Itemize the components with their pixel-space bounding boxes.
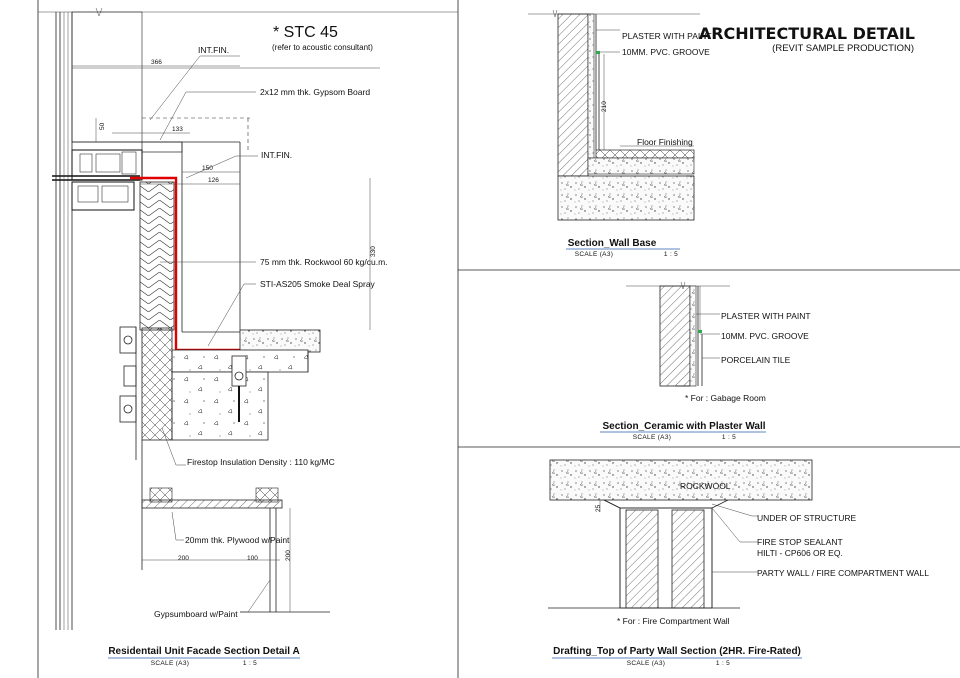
- ceramic-groove-label: 10MM. PVC. GROOVE: [721, 331, 809, 341]
- dim-126: 126: [208, 177, 219, 184]
- dim-330: 330: [370, 246, 377, 257]
- plywood-label: 20mm thk. Plywood w/Paint: [185, 535, 290, 545]
- wall-base-groove-label: 10MM. PVC. GROOVE: [622, 47, 710, 57]
- stc-note: (refer to acoustic consultant): [272, 43, 373, 52]
- wall-base-drawing: [528, 10, 700, 220]
- ceramic-title: Section_Ceramic with Plaster Wall: [602, 421, 766, 432]
- sheet-header: [699, 24, 915, 54]
- sheet-subtitle: (REVIT SAMPLE PRODUCTION): [772, 43, 914, 54]
- wall-base-title: Section_Wall Base: [567, 238, 657, 249]
- party-wall-labels: [552, 481, 929, 667]
- smoke-seal-label: STI-AS205 Smoke Deal Spray: [260, 279, 375, 289]
- dim-150: 150: [202, 165, 213, 172]
- gypsum-board-label: 2x12 mm thk. Gypsom Board: [260, 87, 371, 97]
- dim-25: 25: [595, 504, 602, 512]
- detail-a-title: Residentail Unit Facade Section Detail A: [108, 646, 300, 657]
- dim-366: 366: [151, 59, 162, 66]
- party-wall-title: Drafting_Top of Party Wall Section (2HR. Fire-Rated): [553, 646, 801, 657]
- ceramic-labels: [600, 311, 811, 441]
- ceramic-drawing: [626, 282, 730, 386]
- int-fin-mid-label: INT.FIN.: [261, 150, 293, 160]
- detail-a-scale-label: SCALE (A3): [150, 660, 190, 667]
- dim-200-vertical: 200: [285, 550, 292, 561]
- party-wall-label: PARTY WALL / FIRE COMPARTMENT WALL: [757, 568, 929, 578]
- rockwool-label: 75 mm thk. Rockwool 60 kg/cu.m.: [260, 257, 388, 267]
- ceramic-tile-label: PORCELAIN TILE: [721, 355, 791, 365]
- sealant-label-2: HILTI - CP606 OR EQ.: [757, 548, 843, 558]
- wall-base-scale-label: SCALE (A3): [574, 251, 614, 258]
- detail-a-scale-value: 1 : 5: [242, 660, 258, 667]
- party-wall-scale-value: 1 : 5: [715, 660, 731, 667]
- gypsumboard-paint-label: Gypsumboard w/Paint: [154, 609, 238, 619]
- ceramic-scale-value: 1 : 5: [721, 434, 737, 441]
- dim-50: 50: [99, 122, 106, 130]
- ceramic-plaster-label: PLASTER WITH PAINT: [721, 311, 811, 321]
- wall-base-plaster-label: PLASTER WITH PAINT: [622, 31, 712, 41]
- stc-rating: * STC 45: [273, 24, 338, 41]
- party-wall-rockwool-label: ROCKWOOL: [680, 481, 731, 491]
- wall-base-floor-label: Floor Finishing: [637, 137, 693, 147]
- party-wall-note: * For : Fire Compartment Wall: [617, 616, 730, 626]
- dim-100: 100: [247, 555, 258, 562]
- ceramic-note: * For : Gabage Room: [685, 393, 766, 403]
- firestop-label: Firestop Insulation Density : 110 kg/MC: [187, 457, 335, 467]
- ceramic-scale-label: SCALE (A3): [632, 434, 672, 441]
- sheet-title: ARCHITECTURAL DETAIL: [698, 24, 915, 43]
- sealant-label-1: FIRE STOP SEALANT: [757, 537, 843, 547]
- dim-210: 210: [601, 101, 608, 112]
- wall-base-scale-value: 1 : 5: [663, 251, 679, 258]
- under-structure-label: UNDER OF STRUCTURE: [757, 513, 857, 523]
- party-wall-scale-label: SCALE (A3): [626, 660, 666, 667]
- dim-133: 133: [172, 126, 183, 133]
- int-fin-top-label: INT.FIN.: [198, 45, 230, 55]
- dim-200-horizontal: 200: [178, 555, 189, 562]
